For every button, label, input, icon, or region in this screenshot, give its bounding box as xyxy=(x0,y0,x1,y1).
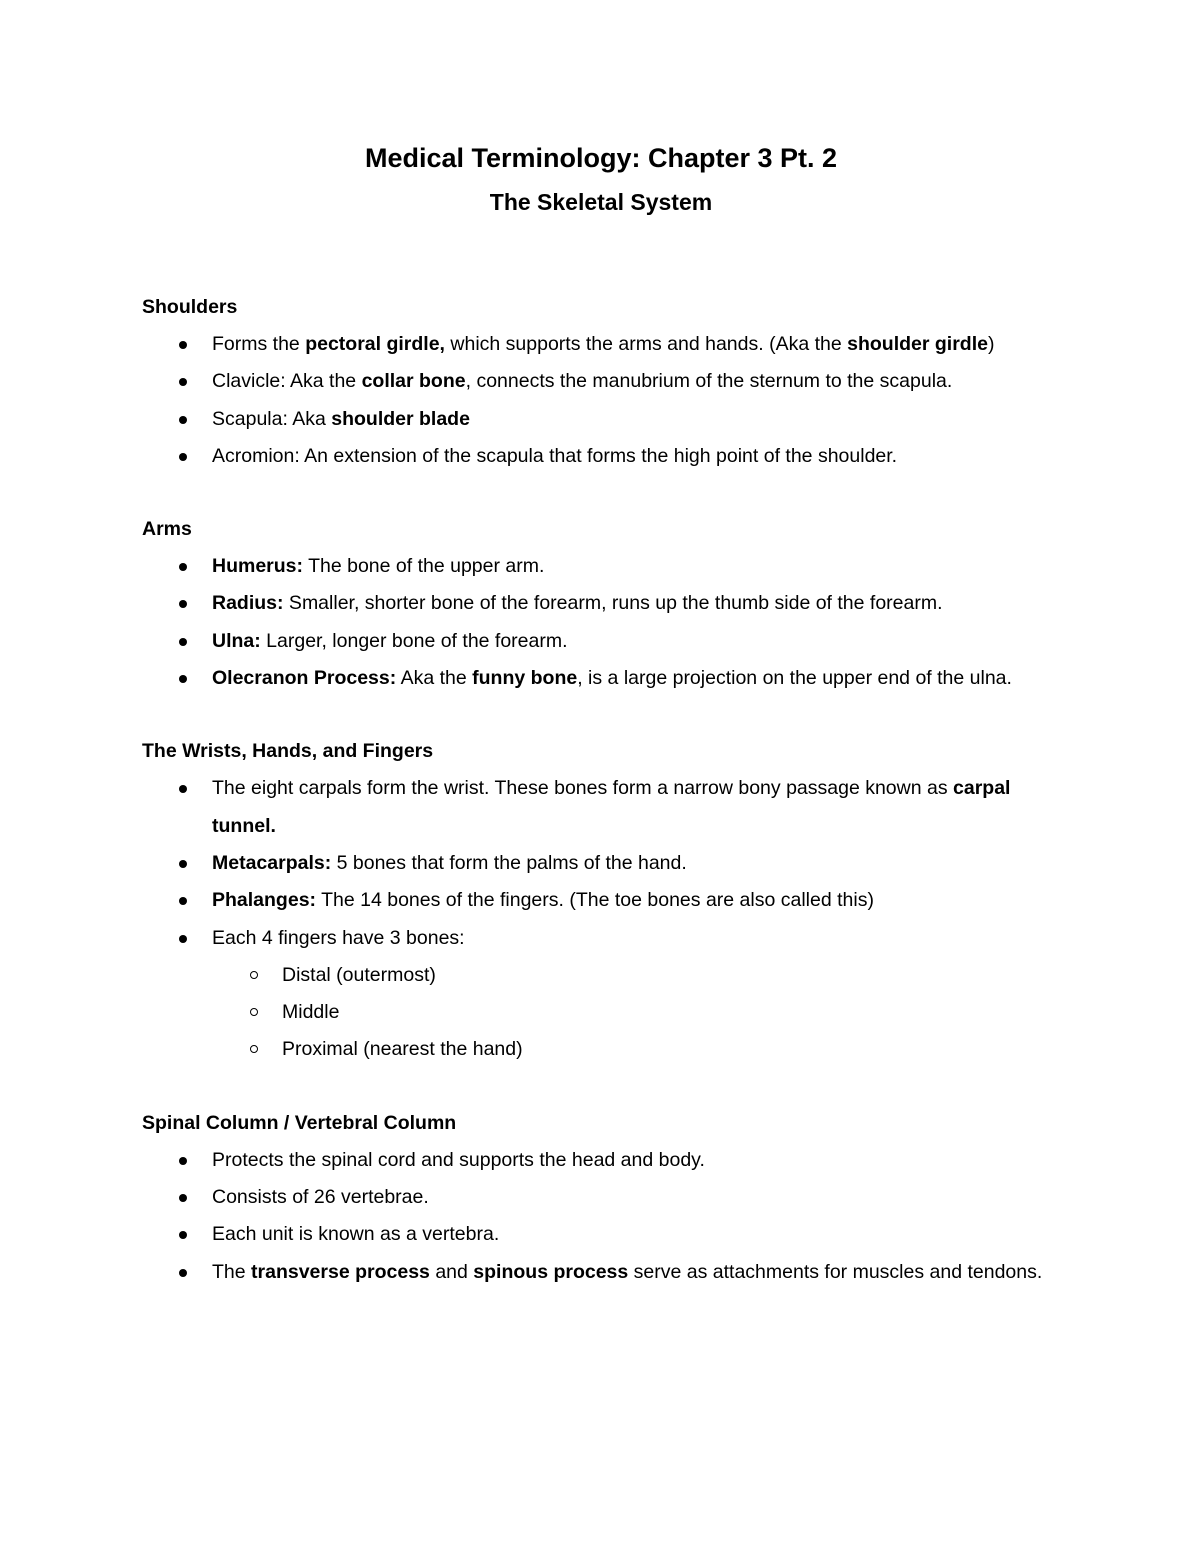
list-item xyxy=(142,882,1060,919)
item-text: Each unit is known as a vertebra. xyxy=(212,1223,500,1246)
list-item xyxy=(142,1142,1060,1179)
list-item xyxy=(142,548,1060,585)
item-text: Forms the xyxy=(212,333,306,355)
sub-list-item: Middle xyxy=(212,994,1060,1031)
sub-list-item: Distal (outermost) xyxy=(212,957,1060,994)
item-text: and xyxy=(429,1260,474,1283)
list-item xyxy=(142,770,1060,845)
item-text: Each 4 fingers have 3 bones: xyxy=(212,926,465,949)
item-text: Larger, longer bone of the forearm. xyxy=(260,629,568,652)
section-spinal-column xyxy=(142,1105,1060,1291)
document-subtitle: The Skeletal System xyxy=(489,189,713,215)
bold-term: funny bone xyxy=(472,667,578,690)
section-arms xyxy=(142,511,1060,697)
bullet-list xyxy=(142,548,1060,697)
item-text: Acromion: An extension of the scapula that forms the high point of the shoulder. xyxy=(212,444,898,467)
section-heading: Shoulders xyxy=(142,296,238,318)
list-item xyxy=(142,845,1060,882)
item-text: which supports the arms and hands. (Aka the xyxy=(444,333,848,355)
section-heading: Spinal Column / Vertebral Column xyxy=(142,1111,457,1134)
item-text: Protects the spinal cord and supports the head and body. xyxy=(212,1148,705,1171)
list-item xyxy=(142,623,1060,660)
item-text: The xyxy=(212,1260,252,1283)
bold-term: Humerus: xyxy=(212,555,304,578)
list-item xyxy=(142,326,1060,363)
list-item xyxy=(142,1179,1060,1216)
item-text: , is a large projection on the upper end of the ulna. xyxy=(577,667,1012,690)
list-item xyxy=(142,585,1060,622)
bold-term: shoulder blade xyxy=(331,407,470,430)
bold-term: Phalanges: xyxy=(212,889,317,912)
sub-bullet-list xyxy=(212,957,1060,1069)
sub-list-item: Proximal (nearest the hand) xyxy=(212,1031,1060,1068)
item-text: The eight carpals form the wrist. These bones form a narrow bony passage known as xyxy=(212,777,954,800)
section-heading: Arms xyxy=(142,518,192,541)
list-item xyxy=(142,1216,1060,1253)
bold-term: pectoral girdle, xyxy=(305,333,445,355)
item-text: Scapula: Aka xyxy=(212,407,332,430)
item-text: ) xyxy=(987,333,995,355)
bold-term: Radius: xyxy=(212,592,284,615)
bullet-list xyxy=(142,770,1060,1068)
item-text: The bone of the upper arm. xyxy=(303,555,545,578)
item-text: 5 bones that form the palms of the hand. xyxy=(331,851,687,874)
bold-term: Ulna: xyxy=(212,629,261,652)
section-wrists-hands-fingers xyxy=(142,733,1060,1068)
list-item xyxy=(142,1254,1060,1291)
item-text: , connects the manubrium of the sternum to the scapula. xyxy=(465,370,953,393)
document-title: Medical Terminology: Chapter 3 Pt. 2 xyxy=(364,143,838,173)
item-text: Clavicle: Aka the xyxy=(212,370,362,393)
bold-term: transverse process xyxy=(251,1260,430,1283)
item-text: The 14 bones of the fingers. (The toe bones are also called this) xyxy=(316,889,874,912)
bold-term: collar bone xyxy=(361,370,466,393)
bold-term: spinous process xyxy=(473,1260,629,1283)
bold-term: Metacarpals: xyxy=(212,851,332,874)
item-text: Consists of 26 vertebrae. xyxy=(212,1186,429,1209)
list-item xyxy=(142,660,1060,697)
list-item xyxy=(142,438,1060,475)
item-text: Aka the xyxy=(396,667,473,690)
bold-term: carpal tunnel. xyxy=(212,777,1011,837)
list-item xyxy=(142,363,1060,400)
bullet-list xyxy=(142,326,1060,475)
bold-term: shoulder girdle xyxy=(847,333,988,355)
item-text: serve as attachments for muscles and tendons. xyxy=(628,1260,1043,1283)
section-heading: The Wrists, Hands, and Fingers xyxy=(142,740,434,763)
item-text: Smaller, shorter bone of the forearm, runs up the thumb side of the forearm. xyxy=(283,592,943,615)
list-item xyxy=(142,401,1060,438)
bullet-list xyxy=(142,1142,1060,1291)
section-shoulders xyxy=(142,289,1060,475)
bold-term: Olecranon Process: xyxy=(212,667,397,690)
list-item xyxy=(142,920,1060,1069)
